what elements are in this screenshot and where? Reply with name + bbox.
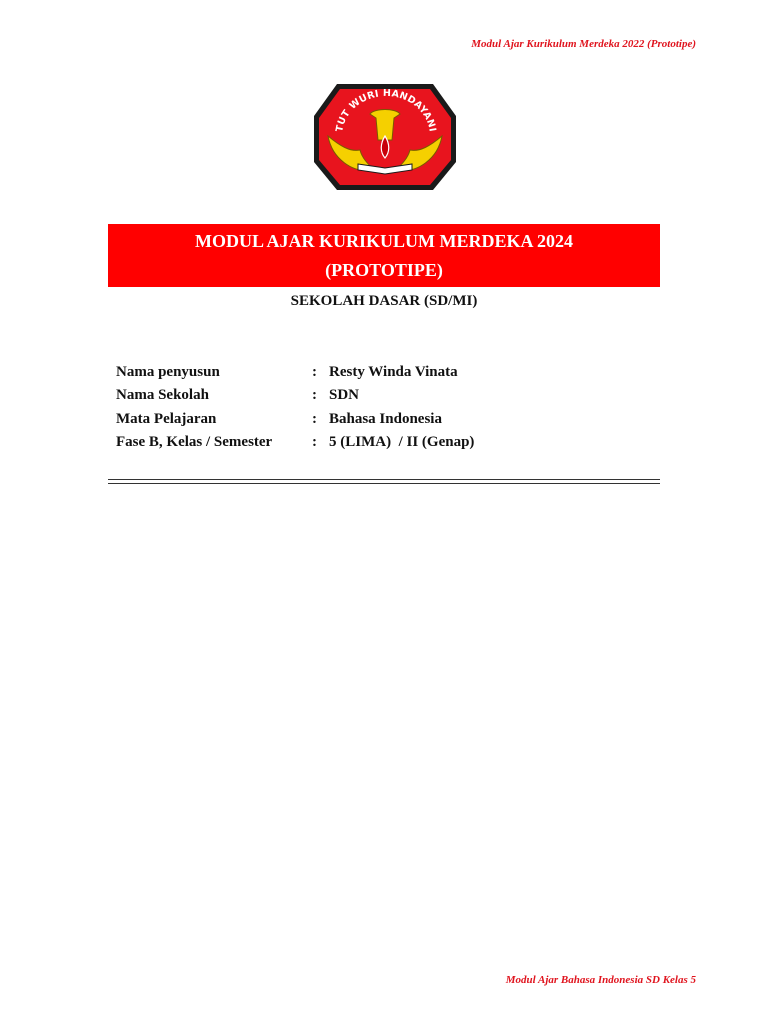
- info-label: Nama Sekolah: [116, 387, 209, 404]
- info-row-mata-pelajaran: [116, 408, 474, 431]
- info-separator: :: [312, 387, 317, 404]
- info-value: Bahasa Indonesia: [329, 410, 442, 427]
- info-table: [116, 361, 474, 454]
- info-label: Fase B, Kelas / Semester: [116, 434, 273, 451]
- info-row-fase-kelas-semester: [116, 431, 474, 454]
- info-label: Mata Pelajaran: [116, 410, 217, 427]
- title-line-1: MODUL AJAR KURIKULUM MERDEKA 2024: [194, 231, 573, 251]
- info-value: 5 (LIMA) / II (Genap): [329, 434, 475, 451]
- subtitle: SEKOLAH DASAR (SD/MI): [290, 293, 478, 309]
- info-value: SDN: [329, 387, 360, 404]
- info-separator: :: [312, 364, 317, 381]
- footer-note: Modul Ajar Bahasa Indonesia SD Kelas 5: [505, 974, 696, 986]
- logo-emblem-icon: [312, 78, 458, 196]
- info-row-nama-sekolah: [116, 384, 474, 407]
- info-label: Nama penyusun: [116, 364, 220, 381]
- tut-wuri-handayani-logo: [312, 78, 458, 196]
- title-line-2: (PROTOTIPE): [325, 260, 443, 280]
- info-row-nama-penyusun: [116, 361, 474, 384]
- info-value: Resty Winda Vinata: [329, 364, 458, 381]
- title-banner: [108, 224, 660, 287]
- logo-motto: TUT WURI HANDAYANI: [334, 87, 438, 133]
- header-note: Modul Ajar Kurikulum Merdeka 2022 (Prototipe): [471, 38, 696, 50]
- double-rule-divider: [108, 479, 660, 484]
- info-separator: :: [312, 410, 317, 427]
- info-separator: :: [312, 434, 317, 451]
